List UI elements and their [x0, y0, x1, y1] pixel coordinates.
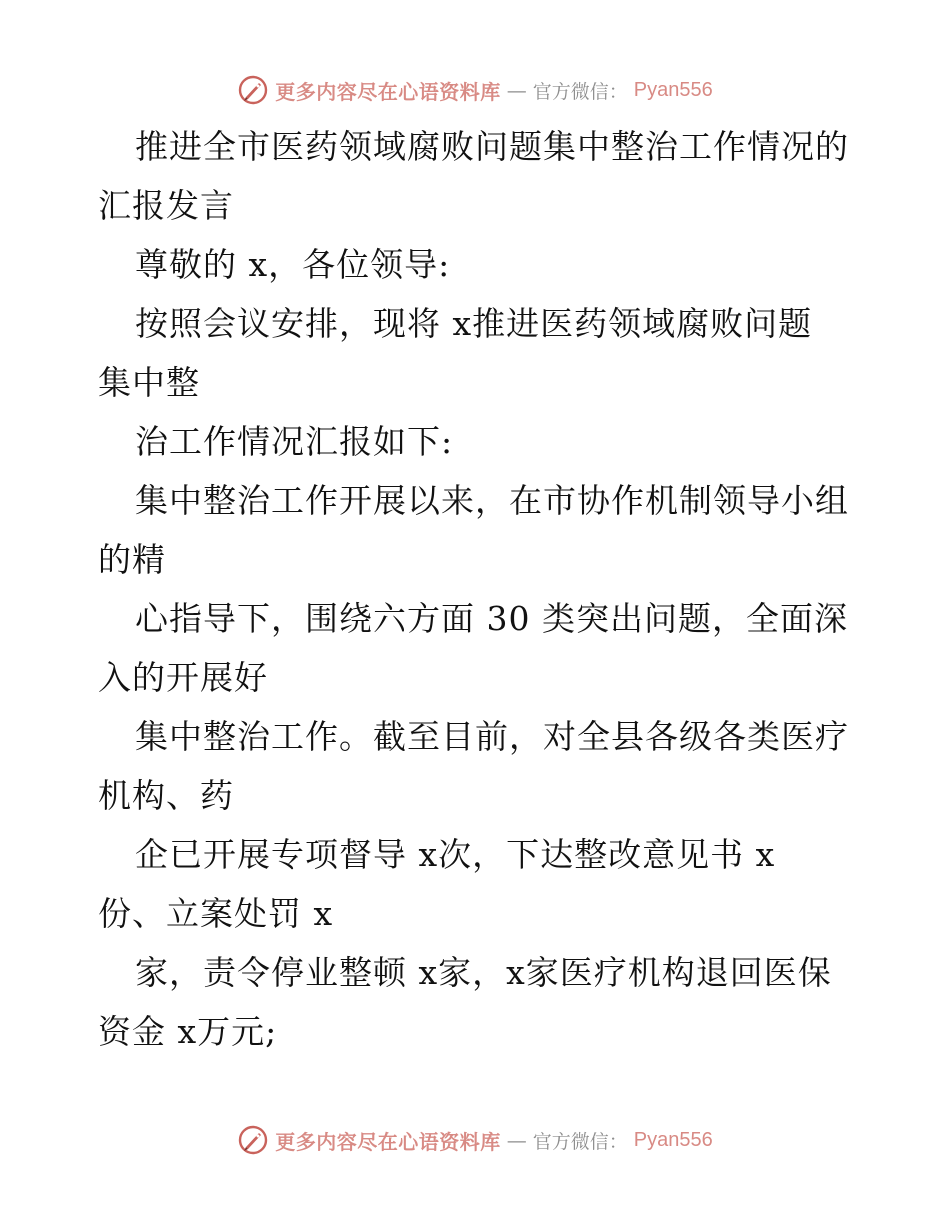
document-body	[98, 117, 858, 1061]
watermark-site-text: 更多内容尽在心语资料库	[275, 79, 501, 104]
paragraph-line: 入的开展好	[98, 658, 268, 697]
watermark-site-text: 更多内容尽在心语资料库	[275, 1129, 501, 1154]
paragraph-line: 企已开展专项督导 x次，下达整改意见书 x	[135, 835, 776, 874]
watermark-wechat-id: Pyan556	[633, 1128, 713, 1151]
watermark-header	[0, 70, 950, 110]
paragraph-line: 资金 x万元;	[98, 1012, 278, 1051]
document-salutation: 尊敬的 x，各位领导:	[135, 245, 451, 284]
paragraph-line: 份、立案处罚 x	[98, 894, 334, 933]
watermark-dash: —	[506, 78, 527, 102]
paragraph-line: 集中整治工作开展以来，在市协作机制领导小组	[135, 481, 849, 520]
paragraph-line: 按照会议安排，现将 x推进医药领域腐败问题	[135, 304, 813, 343]
paragraph-line: 机构、药	[98, 776, 234, 815]
paragraph-line: 治工作情况汇报如下:	[135, 422, 454, 461]
watermark-footer	[0, 1120, 950, 1160]
paragraph-line: 的精	[98, 540, 166, 579]
watermark-wechat-label: 官方微信：	[532, 1130, 628, 1153]
document-title-line-2: 汇报发言	[98, 186, 234, 225]
document-title-line-1: 推进全市医药领域腐败问题集中整治工作情况的	[135, 127, 849, 166]
watermark-wechat-label: 官方微信：	[532, 80, 628, 103]
paragraph-line: 家，责令停业整顿 x家，x家医疗机构退回医保	[135, 953, 832, 992]
quill-pen-logo-icon	[237, 1124, 269, 1156]
paragraph-line: 集中整	[98, 363, 200, 402]
paragraph-line: 集中整治工作。截至目前，对全县各级各类医疗	[135, 717, 849, 756]
quill-pen-logo-icon	[237, 74, 269, 106]
watermark-dash: —	[506, 1128, 527, 1152]
paragraph-line: 心指导下，围绕六方面 30 类突出问题，全面深	[135, 599, 848, 638]
watermark-wechat-id: Pyan556	[633, 78, 713, 101]
